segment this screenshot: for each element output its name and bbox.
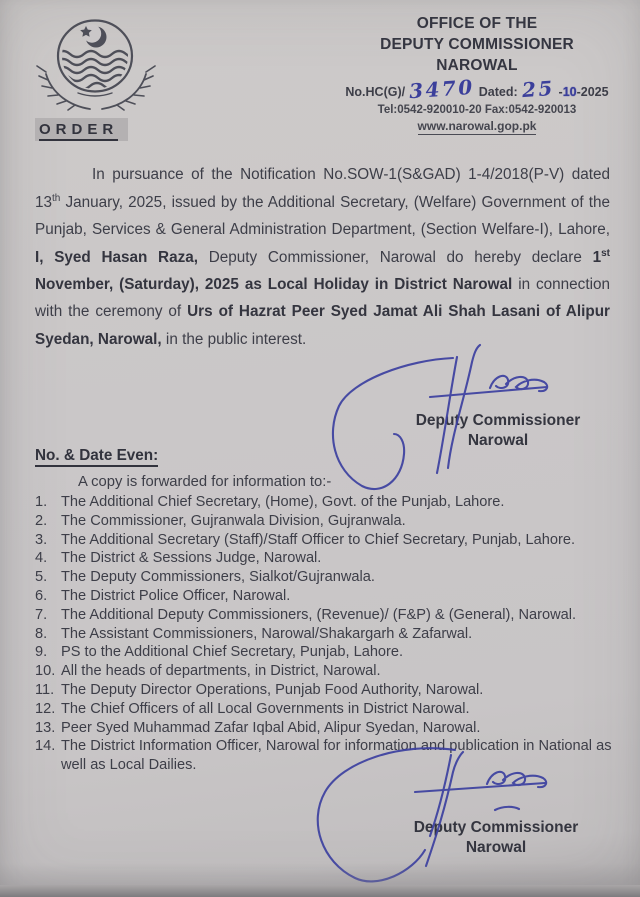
item-number: 14.	[35, 738, 56, 755]
item-number: 6.	[35, 587, 48, 604]
distribution-item	[35, 737, 615, 775]
item-text: The Deputy Commissioners, Sialkot/Gujranwala.	[61, 569, 375, 586]
letterhead	[324, 13, 630, 135]
item-number: 5.	[35, 569, 48, 586]
distribution-item	[35, 606, 615, 625]
item-number: 12.	[35, 700, 56, 717]
item-text: The Additional Chief Secretary, (Home), Govt. of the Punjab, Lahore.	[61, 494, 505, 510]
item-text: The District & Sessions Judge, Narowal.	[61, 550, 322, 567]
no-and-date-even-text: No. & Date Even:	[35, 447, 158, 467]
order-heading	[35, 118, 128, 141]
office-title-line1: OFFICE OF THE	[416, 15, 538, 32]
item-number: 3.	[35, 531, 48, 548]
punjab-government-emblem-logo	[26, 10, 166, 114]
item-text: The Assistant Commissioners, Narowal/Shakargarh & Zafarwal.	[61, 625, 473, 642]
handwritten-date-day: 25	[520, 75, 556, 103]
body-segment: In pursuance of the Notification No.SOW-1(S&GAD) 1-4/2018(P-V) dated 13	[35, 166, 610, 211]
item-text: The District Information Officer, Narowal for information and publication in National as well as Local Dailies.	[61, 738, 612, 774]
distribution-item	[35, 700, 615, 719]
distribution-item	[35, 643, 615, 662]
date-dash2: -	[576, 85, 581, 99]
item-number: 7.	[35, 606, 48, 623]
body-segment: Deputy Commissioner, Narowal do hereby declare	[198, 248, 593, 266]
item-number: 4.	[35, 550, 48, 567]
body-segment: in the public interest.	[161, 330, 307, 348]
item-number: 2.	[35, 512, 48, 529]
distribution-item	[35, 719, 615, 738]
dated-label: Dated:	[478, 85, 518, 99]
item-text: The Deputy Director Operations, Punjab Food Authority, Narowal.	[61, 681, 484, 698]
signatory-district: Narowal	[467, 431, 529, 449]
signature-block-bottom	[396, 818, 596, 857]
item-text: The Additional Deputy Commissioners, (Revenue)/ (F&P) & (General), Narowal.	[61, 606, 577, 623]
handwritten-date-month: 10	[562, 85, 577, 99]
item-text: The Chief Officers of all Local Governments in District Narowal.	[61, 700, 470, 717]
website-url: www.narowal.gop.pk	[417, 119, 537, 133]
reference-and-date-line	[324, 74, 630, 104]
body-segment: in connection with the ceremony of	[35, 275, 610, 321]
signatory-title: Deputy Commissioner	[413, 819, 579, 836]
distribution-item	[35, 681, 615, 700]
distribution-list	[35, 493, 615, 775]
item-number: 1.	[35, 494, 48, 510]
distribution-item	[35, 587, 615, 606]
body-bold-date: 1	[592, 248, 602, 266]
office-title-line3: NAROWAL	[436, 57, 518, 74]
signatory-title: Deputy Commissioner	[415, 412, 581, 429]
distribution-item	[35, 568, 615, 587]
no-and-date-even-heading	[35, 447, 158, 465]
item-number: 11.	[35, 681, 55, 698]
item-text: All the heads of departments, in District, Narowal.	[61, 663, 381, 680]
item-number: 9.	[35, 644, 48, 661]
order-body-paragraph	[35, 161, 610, 353]
item-number: 13.	[35, 719, 56, 736]
item-text: The Additional Secretary (Staff)/Staff Officer to Chief Secretary, Punjab, Lahore.	[61, 531, 576, 548]
date-dash1: -	[558, 85, 563, 99]
item-text: The Commissioner, Gujranwala Division, Gujranwala.	[61, 512, 406, 529]
body-segment: January, 2025, issued by the Additional Secretary, (Welfare) Government of the Punjab, Services & General Administration Department, (Section Welfare-I), Lahore,	[35, 193, 610, 239]
distribution-item	[35, 625, 615, 644]
item-text: PS to the Additional Chief Secretary, Punjab, Lahore.	[61, 644, 404, 661]
handwritten-ref-number: 3470	[408, 74, 476, 104]
distribution-item	[35, 512, 615, 531]
distribution-item	[35, 531, 615, 550]
item-text: The District Police Officer, Narowal.	[61, 587, 291, 604]
order-heading-text: ORDER	[39, 121, 118, 141]
ordinal-suffix: st	[601, 247, 610, 259]
office-title-line2: DEPUTY COMMISSIONER	[380, 36, 574, 53]
item-number: 10.	[35, 663, 56, 680]
distribution-item	[35, 549, 615, 568]
date-year: 2025	[580, 85, 609, 99]
body-bold-holiday: November, (Saturday), 2025 as Local Holiday in District Narowal	[35, 275, 513, 293]
body-bold-name: I, Syed Hasan Raza,	[35, 248, 199, 266]
item-number: 8.	[35, 625, 48, 642]
signatory-district: Narowal	[465, 838, 527, 856]
tel-fax-line: Tel:0542-920010-20 Fax:0542-920013	[377, 104, 577, 116]
scan-edge-band	[0, 885, 640, 897]
scan-bottom-shadow	[0, 863, 640, 885]
forwarded-intro-line: A copy is forwarded for information to:-	[78, 474, 332, 490]
distribution-item	[35, 662, 615, 681]
body-bold-urs: Urs of Hazrat Peer Syed Jamat Ali Shah Lasani of Alipur Syedan, Narowal,	[35, 303, 610, 348]
item-text: Peer Syed Muhammad Zafar Iqbal Abid, Alipur Syedan, Narowal.	[61, 719, 481, 736]
signature-block-top	[398, 411, 598, 450]
ref-prefix: No.HC(G)/	[345, 85, 406, 99]
ordinal-suffix: th	[52, 192, 61, 204]
distribution-item	[35, 493, 615, 512]
